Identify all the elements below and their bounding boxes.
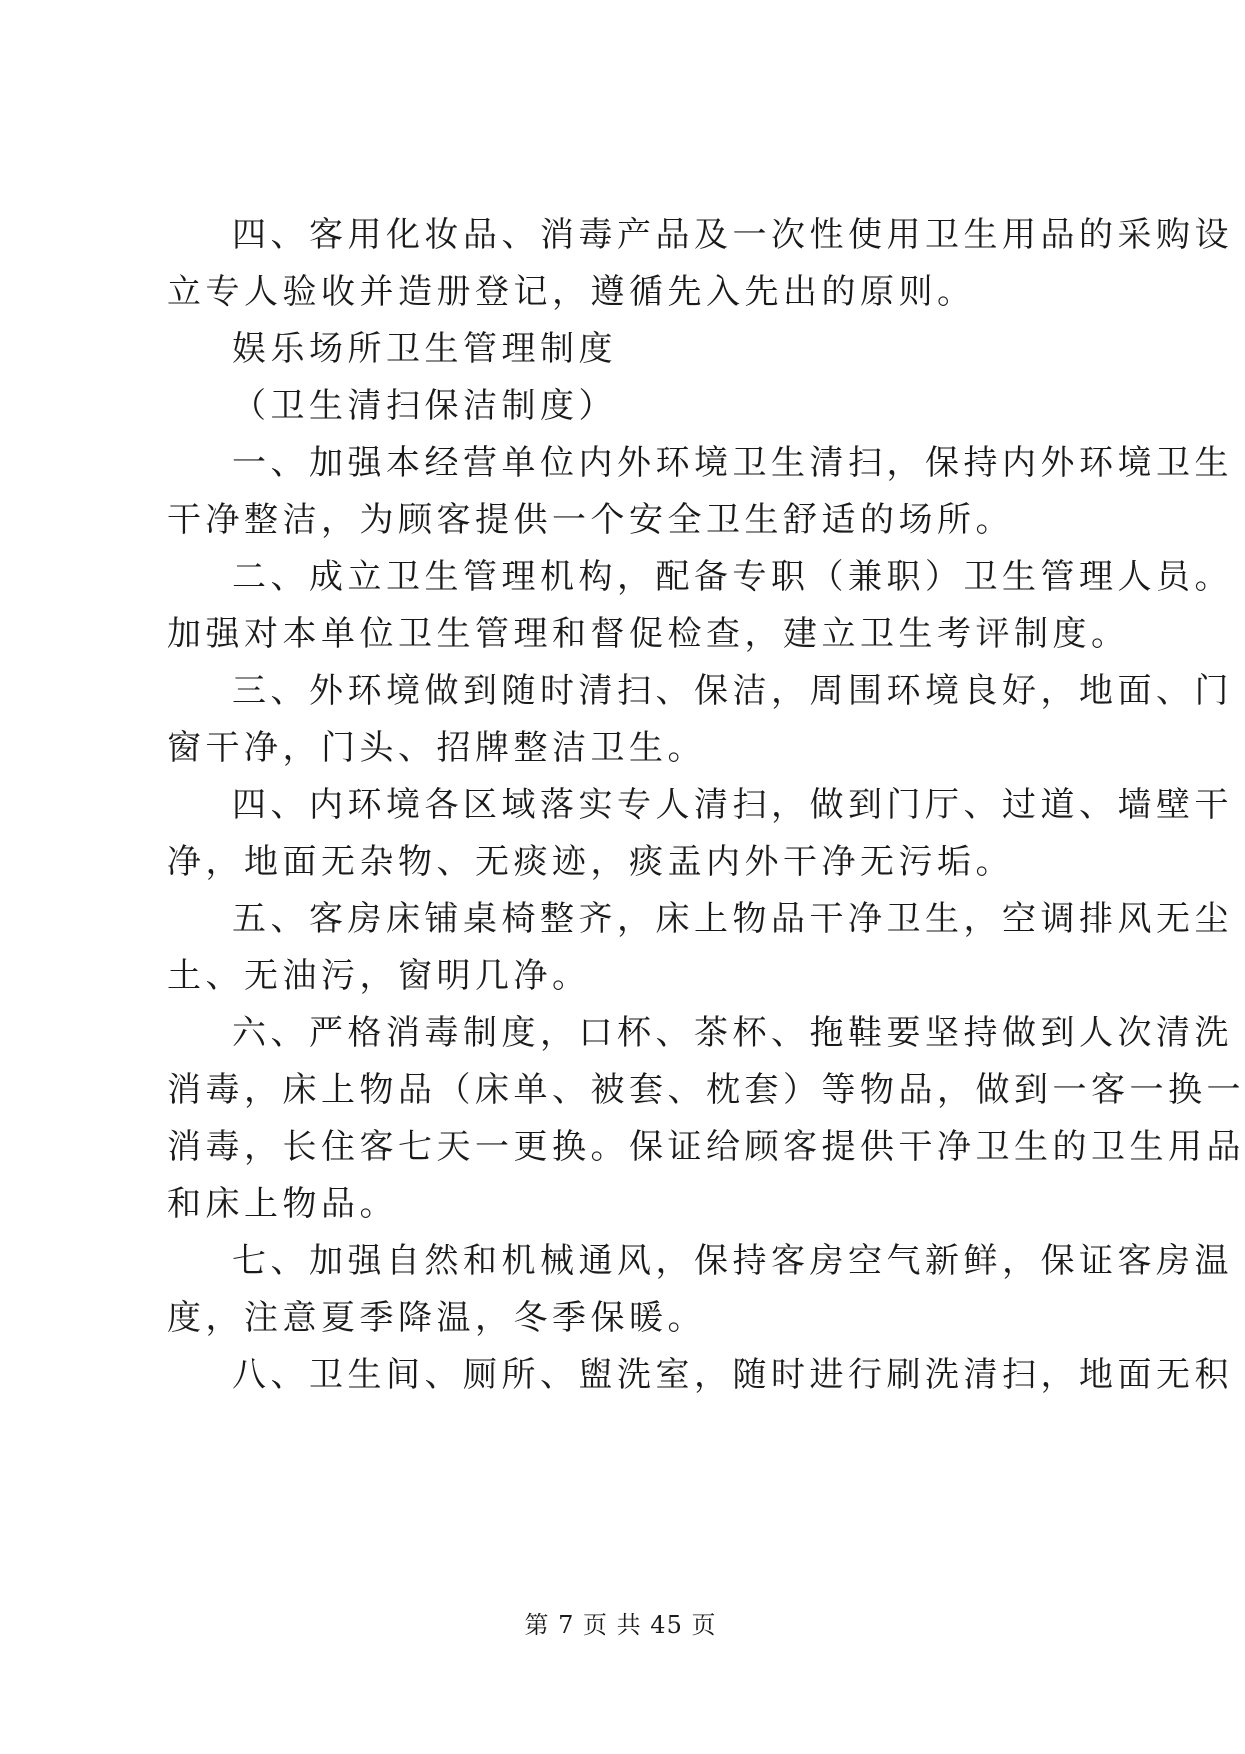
item-2-line-2: 加强对本单位卫生管理和督促检查，建立卫生考评制度。 [167, 614, 1130, 654]
paragraph-4-line-1: 四、客用化妆品、消毒产品及一次性使用卫生用品的采购设 [232, 215, 1233, 255]
item-2-line-1: 二、成立卫生管理机构，配备专职（兼职）卫生管理人员。 [232, 557, 1233, 597]
item-1-line-1: 一、加强本经营单位内外环境卫生清扫，保持内外环境卫生 [232, 443, 1233, 483]
item-7-line-1: 七、加强自然和机械通风，保持客房空气新鲜，保证客房温 [232, 1241, 1233, 1281]
item-6-line-3: 消毒，长住客七天一更换。保证给顾客提供干净卫生的卫生用品 [167, 1127, 1245, 1167]
item-3-line-1: 三、外环境做到随时清扫、保洁，周围环境良好，地面、门 [232, 671, 1233, 711]
paragraph-4-line-2: 立专人验收并造册登记，遵循先入先出的原则。 [167, 272, 976, 312]
item-4-line-2: 净，地面无杂物、无痰迹，痰盂内外干净无污垢。 [167, 842, 1014, 882]
item-6-line-4: 和床上物品。 [167, 1184, 398, 1224]
item-5-line-2: 土、无油污，窗明几净。 [167, 956, 591, 996]
item-3-line-2: 窗干净，门头、招牌整洁卫生。 [167, 728, 706, 768]
item-7-line-2: 度，注意夏季降温，冬季保暖。 [167, 1298, 706, 1338]
item-4-line-1: 四、内环境各区域落实专人清扫，做到门厅、过道、墙壁干 [232, 785, 1233, 825]
item-6-line-2: 消毒，床上物品（床单、被套、枕套）等物品，做到一客一换一 [167, 1070, 1245, 1110]
item-5-line-1: 五、客房床铺桌椅整齐，床上物品干净卫生，空调排风无尘 [232, 899, 1233, 939]
page-number: 第 7 页 共 45 页 [524, 1611, 717, 1639]
item-6-line-1: 六、严格消毒制度，口杯、茶杯、拖鞋要坚持做到人次清洗 [232, 1013, 1233, 1053]
section-title: 娱乐场所卫生管理制度 [232, 329, 617, 369]
section-subtitle: （卫生清扫保洁制度） [232, 386, 617, 426]
item-8-line-1: 八、卫生间、厕所、盥洗室，随时进行刷洗清扫，地面无积 [232, 1355, 1233, 1395]
item-1-line-2: 干净整洁，为顾客提供一个安全卫生舒适的场所。 [167, 500, 1014, 540]
